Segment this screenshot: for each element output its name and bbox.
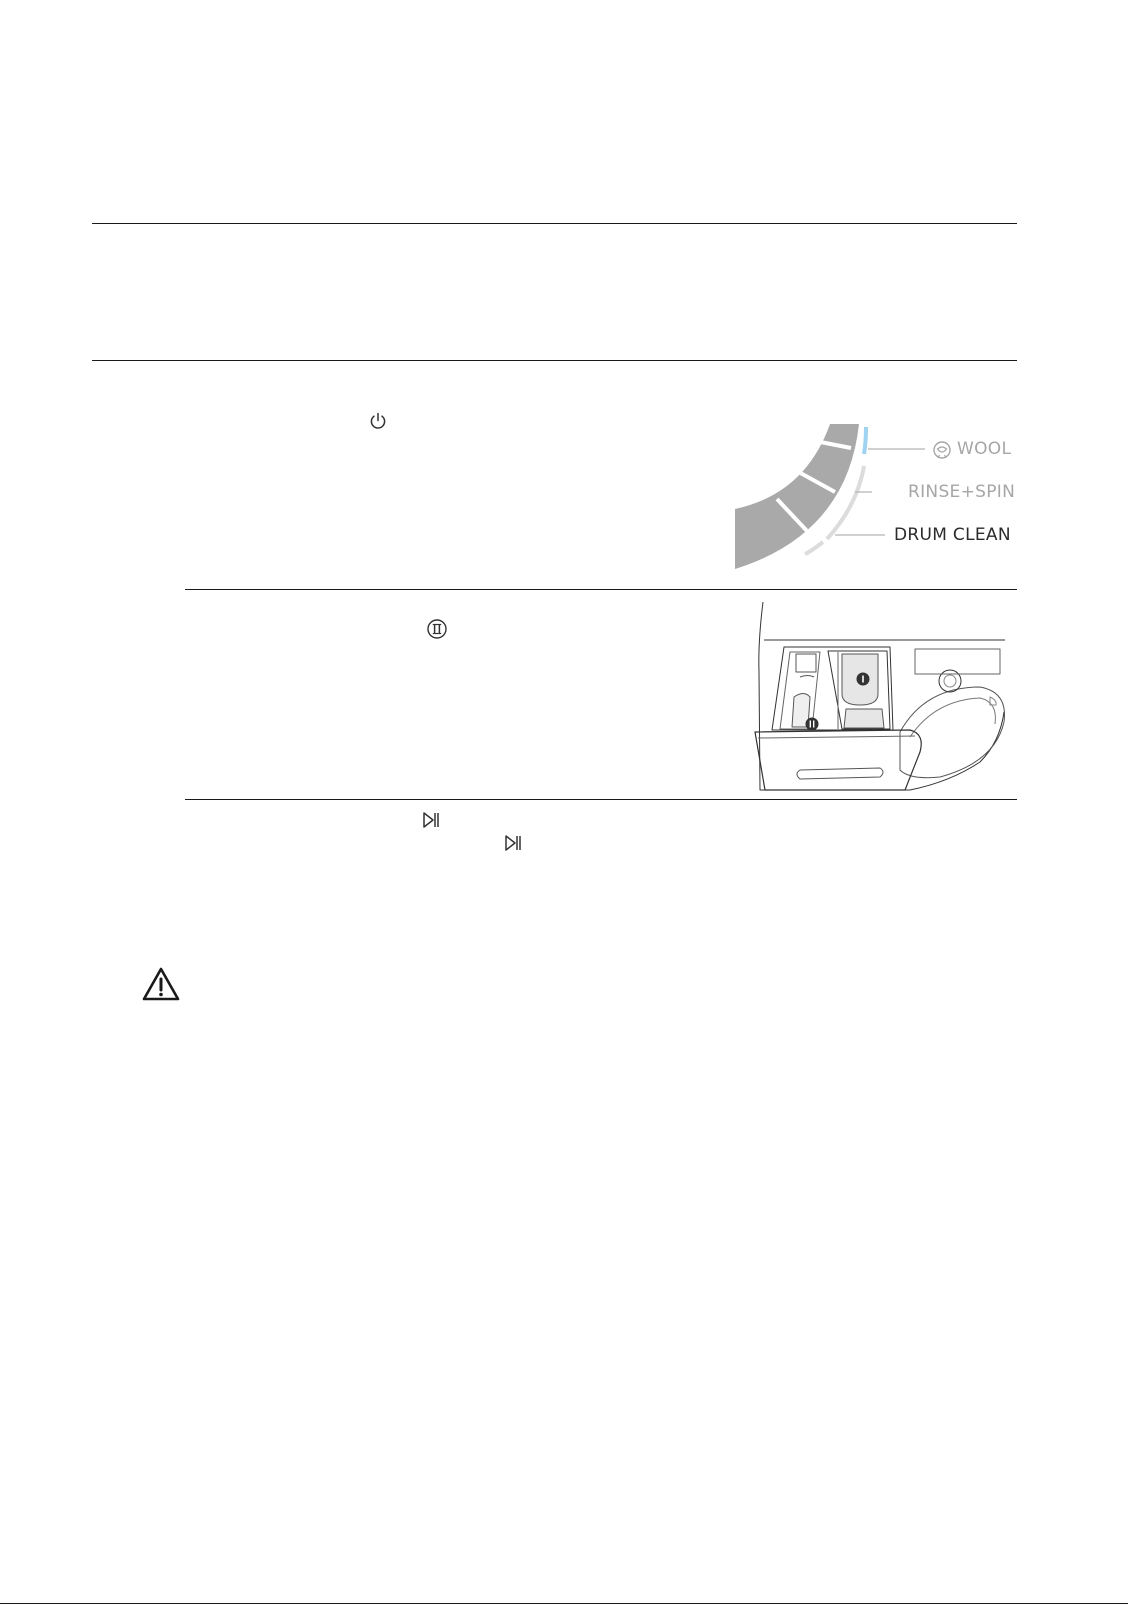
dial-label-rinse-spin: RINSE+SPIN <box>908 482 1016 502</box>
start-pause-icon <box>503 833 523 853</box>
warning-icon <box>141 966 181 1002</box>
detergent-drawer-illustration <box>750 602 1005 792</box>
program-dial-illustration <box>735 424 1025 569</box>
power-icon <box>368 411 388 431</box>
dial-label-drum-clean: DRUM CLEAN <box>894 525 1011 545</box>
wool-indicator <box>864 427 866 454</box>
dial-label-wool: WOOL <box>957 439 1012 459</box>
prewash-icon <box>426 618 448 640</box>
wool-icon <box>932 440 952 460</box>
page-bottom-rule <box>0 1603 1128 1604</box>
step-divider-2 <box>185 799 1017 800</box>
start-pause-icon <box>421 810 441 830</box>
section-header-rule <box>92 360 1017 361</box>
section-top-rule <box>92 223 1017 224</box>
step-divider-1 <box>185 589 1017 590</box>
